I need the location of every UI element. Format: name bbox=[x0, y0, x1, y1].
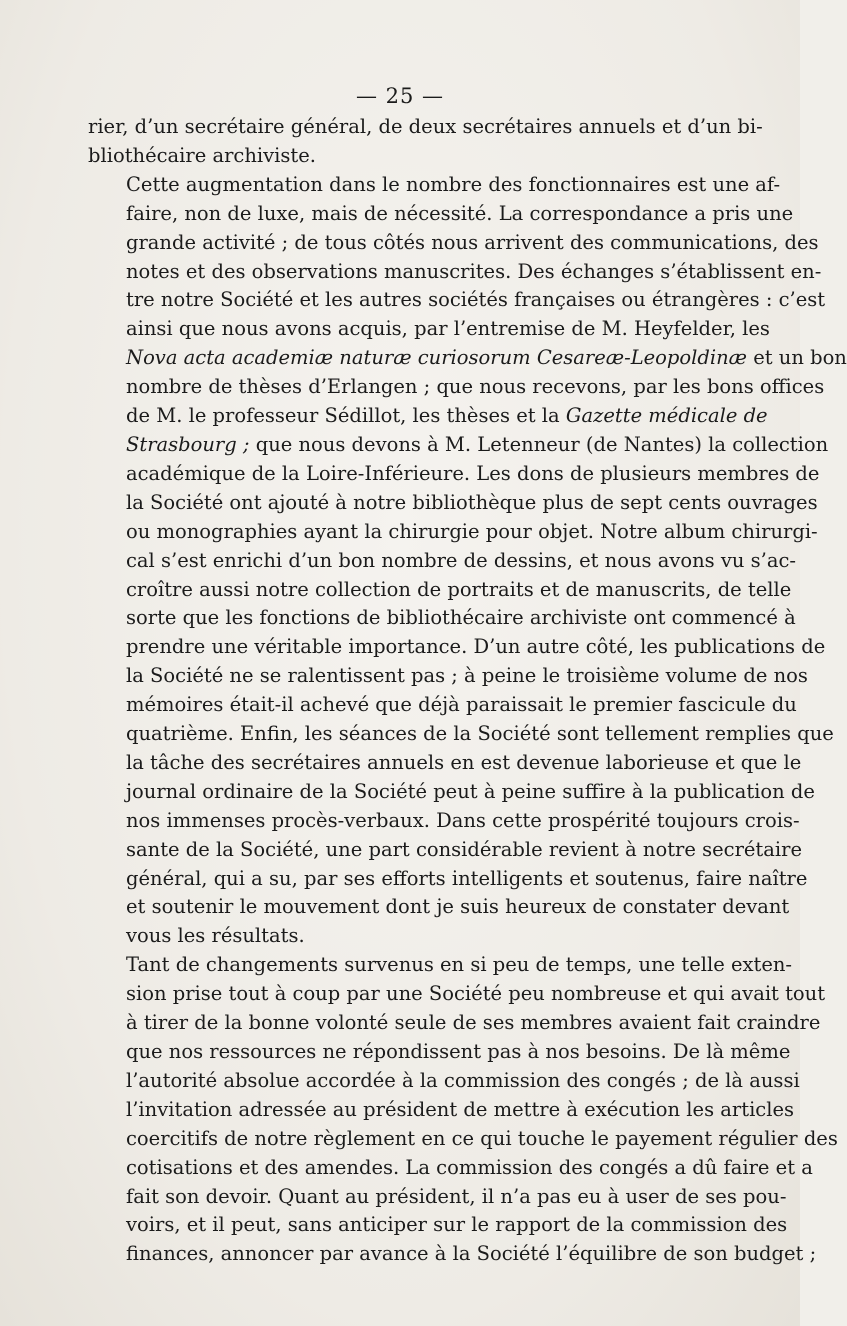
italic-title: Strasbourg ; bbox=[126, 432, 250, 456]
paragraph bbox=[88, 951, 838, 1269]
text-line: sante de la Société, une part considérable revient à notre secrétaire bbox=[126, 837, 802, 861]
text-line: prendre une véritable importance. D’un autre côté, les publications de bbox=[126, 635, 826, 659]
text-line: l’invitation adressée au président de mettre à exécution les articles bbox=[126, 1097, 795, 1121]
page-number: — 25 — bbox=[355, 84, 445, 108]
text-line: général, qui a su, par ses efforts intelligents et soutenus, faire naître bbox=[126, 866, 808, 890]
text-line: Strasbourg ; que nous devons à M. Letenneur (de Nantes) la collection bbox=[126, 432, 829, 456]
text-line: académique de la Loire-Inférieure. Les dons de plusieurs membres de bbox=[126, 461, 820, 485]
text-line: journal ordinaire de la Société peut à peine suffire à la publication de bbox=[126, 779, 815, 803]
text-line: faire, non de luxe, mais de nécessité. La correspondance a pris une bbox=[126, 201, 794, 225]
text-line: ou monographies ayant la chirurgie pour objet. Notre album chirurgi- bbox=[126, 519, 818, 543]
italic-title: Gazette médicale de bbox=[565, 404, 768, 428]
text-line: tre notre Société et les autres sociétés françaises ou étrangères : c’est bbox=[126, 288, 826, 312]
text-line: croître aussi notre collection de portraits et de manuscrits, de telle bbox=[126, 577, 792, 601]
text-line: ainsi que nous avons acquis, par l’entremise de M. Heyfelder, les bbox=[126, 317, 770, 341]
text-line: de M. le professeur Sédillot, les thèses et la Gazette médicale de bbox=[126, 404, 768, 428]
text-line: sorte que les fonctions de bibliothécaire archiviste ont commencé à bbox=[126, 606, 796, 630]
text-line: la Société ne se ralentissent pas ; à peine le troisième volume de nos bbox=[126, 664, 808, 688]
text-line: Cette augmentation dans le nombre des fonctionnaires est une af- bbox=[126, 172, 781, 196]
text-line: bliothécaire archiviste. bbox=[88, 143, 316, 167]
text-line: nombre de thèses d’Erlangen ; que nous recevons, par les bons offices bbox=[126, 375, 825, 399]
text-line: rier, d’un secrétaire général, de deux secrétaires annuels et d’un bi- bbox=[88, 115, 763, 138]
paragraph bbox=[88, 171, 847, 951]
text-line: la tâche des secrétaires annuels en est devenue laborieuse et que le bbox=[126, 750, 802, 774]
text-line: nos immenses procès-verbaux. Dans cette prospérité toujours crois- bbox=[126, 808, 800, 832]
text-line: cotisations et des amendes. La commission des congés a dû faire et a bbox=[126, 1155, 813, 1179]
text-line: grande activité ; de tous côtés nous arrivent des communications, des bbox=[126, 230, 819, 254]
text-line: coercitifs de notre règlement en ce qui touche le payement régulier des bbox=[126, 1126, 838, 1150]
text-line: que nos ressources ne répondissent pas à nos besoins. De là même bbox=[126, 1040, 791, 1063]
text-line: quatrième. Enfin, les séances de la Société sont tellement remplies que bbox=[126, 722, 834, 746]
text-line: vous les résultats. bbox=[126, 924, 305, 948]
body-text bbox=[88, 113, 847, 1269]
text-line: mémoires était-il achevé que déjà paraissait le premier fascicule du bbox=[126, 693, 797, 717]
paragraph bbox=[88, 113, 763, 171]
text-line: cal s’est enrichi d’un bon nombre de dessins, et nous avons vu s’ac- bbox=[126, 548, 797, 572]
text-line: et soutenir le mouvement dont je suis heureux de constater devant bbox=[126, 895, 790, 919]
text-line: voirs, et il peut, sans anticiper sur le rapport de la commission des bbox=[126, 1213, 788, 1237]
text-line: finances, annoncer par avance à la Société l’équilibre de son budget ; bbox=[126, 1242, 817, 1266]
text-line: l’autorité absolue accordée à la commission des congés ; de là aussi bbox=[126, 1068, 800, 1092]
text-line: fait son devoir. Quant au président, il n’a pas eu à user de ses pou- bbox=[126, 1184, 787, 1208]
text-line: la Société ont ajouté à notre bibliothèque plus de sept cents ouvrages bbox=[126, 490, 818, 514]
italic-title: Nova acta academiæ naturæ curiosorum Cesareæ-Leopoldinæ bbox=[126, 346, 747, 370]
text-line: Nova acta academiæ naturæ curiosorum Cesareæ-Leopoldinæ et un bon bbox=[126, 346, 847, 370]
text-line: sion prise tout à coup par une Société peu nombreuse et qui avait tout bbox=[126, 982, 826, 1006]
text-line: notes et des observations manuscrites. Des échanges s’établissent en- bbox=[126, 259, 822, 283]
text-line: Tant de changements survenus en si peu de temps, une telle exten- bbox=[126, 953, 793, 977]
text-line: à tirer de la bonne volonté seule de ses membres avaient fait craindre bbox=[126, 1011, 821, 1035]
